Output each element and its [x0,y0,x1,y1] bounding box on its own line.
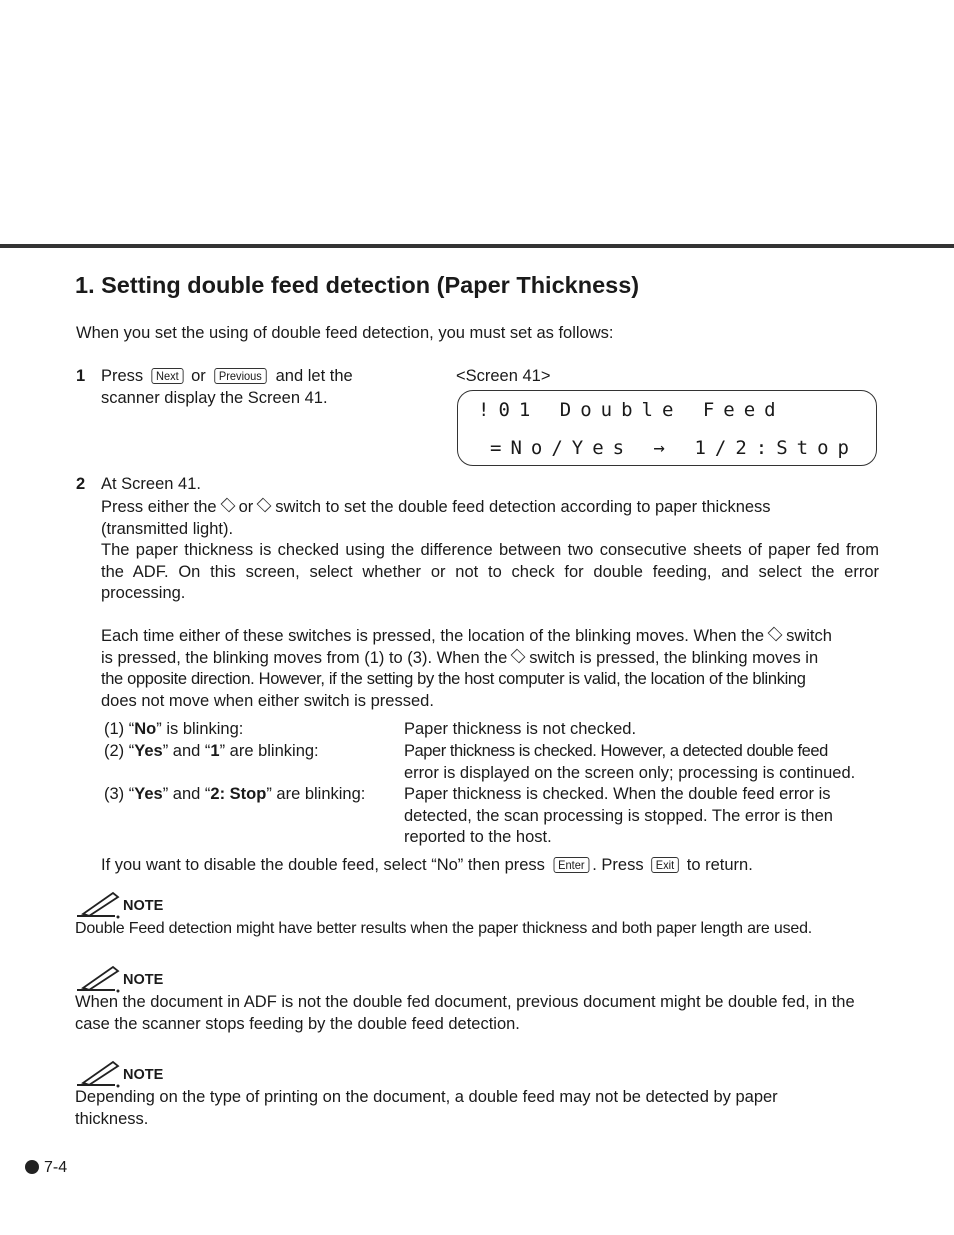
next-key: Next [151,368,183,384]
step-2-para-2: The paper thickness is checked using the difference between two consecutive sheets of paper fed from the ADF. On this screen, select whether or not to check for double feeding, and select the error processing. [101,541,879,602]
step-2-p3-d: switch is pressed, the blinking moves in [529,648,819,667]
intro-text: When you set the using of double feed detection, you must set as follows: [76,324,614,342]
option-3-label: (3) “Yes” and “2: Stop” are blinking: [104,785,366,803]
step-1-number: 1 [76,367,86,385]
step-2-p3-c: is pressed, the blinking moves from (1) to (3). When the [101,648,508,667]
previous-key: Previous [215,368,267,384]
page-number: 7-4 [44,1159,68,1176]
screen-label: <Screen 41> [456,367,551,385]
step-1-text [101,366,353,409]
disable-text-c: to return. [686,856,753,874]
note-2-label: NOTE [123,972,164,988]
step-2-number: 2 [76,475,86,493]
exit-key: Exit [651,857,679,873]
note-1-label: NOTE [123,898,164,914]
left-diamond-switch-icon [511,648,526,663]
note-pencil-icon [75,1058,121,1088]
header-rule [0,244,954,248]
step-1-press: Press [101,367,144,385]
note-1-text: Double Feed detection might have better results when the paper thickness and both paper length are used. [75,920,813,937]
disable-text-a: If you want to disable the double feed, select “No” then press [101,856,545,874]
lcd-screen-41 [457,390,877,466]
step-2-at: At Screen 41. [101,475,201,493]
option-2-desc: Paper thickness is checked. However, a detected double feed error is displayed on the screen only; processing is continued. [404,742,856,782]
arrow-right-icon: → [653,437,674,459]
step-2-p1-a: Press either the [101,498,217,516]
step-2-p3-a: Each time either of these switches is pressed, the location of the blinking moves. When the [101,627,765,645]
enter-key: Enter [553,857,589,873]
step-2-p1-b: switch to set the double feed detection according to paper thickness [275,498,771,516]
step-2-para-1 [101,497,881,540]
step-1-or: or [191,367,206,385]
disable-instruction [101,855,753,877]
option-3-desc: Paper thickness is checked. When the double feed error is detected, the scan processing is stopped. The error is then reported to the host. [404,785,833,846]
note-pencil-icon [75,963,121,993]
left-diamond-switch-icon [220,498,235,513]
note-3-text: Depending on the type of printing on the document, a double feed may not be detected by paper thickness. [75,1088,778,1128]
note-pencil-icon [75,889,121,919]
disable-text-b: . Press [592,856,644,874]
right-diamond-switch-icon [257,498,272,513]
lcd-line-1: !01 Double Feed [478,399,785,421]
right-diamond-switch-icon [768,627,783,642]
step-2-p1-or: or [238,498,254,516]
step-2-para-3 [101,626,881,712]
step-2-p3-f: does not move when either switch is pressed. [101,691,434,710]
step-2-p3-b: switch [786,627,832,645]
lcd-options: =No/Yes [490,437,634,459]
lcd-error-mode: 1/2:Stop [694,437,858,459]
bullet-icon [25,1160,39,1174]
step-2-p3-e: the opposite direction. However, if the setting by the host computer is valid, the location of the blinking [101,670,806,688]
note-3-label: NOTE [123,1067,164,1083]
section-heading: 1. Setting double feed detection (Paper Thickness) [75,272,640,298]
step-1-tail: and let the [275,367,353,385]
step-2-p1-c: (transmitted light). [101,519,234,538]
option-1-label: (1) “No” is blinking: [104,720,244,738]
option-1-desc: Paper thickness is not checked. [404,720,637,738]
lcd-line-2 [490,437,858,459]
note-2-text: When the document in ADF is not the double fed document, previous document might be double fed, in the case the scanner stops feeding by the double feed detection. [75,993,855,1033]
step-1-line2: scanner display the Screen 41. [101,388,328,407]
option-2-label: (2) “Yes” and “1” are blinking: [104,742,319,760]
